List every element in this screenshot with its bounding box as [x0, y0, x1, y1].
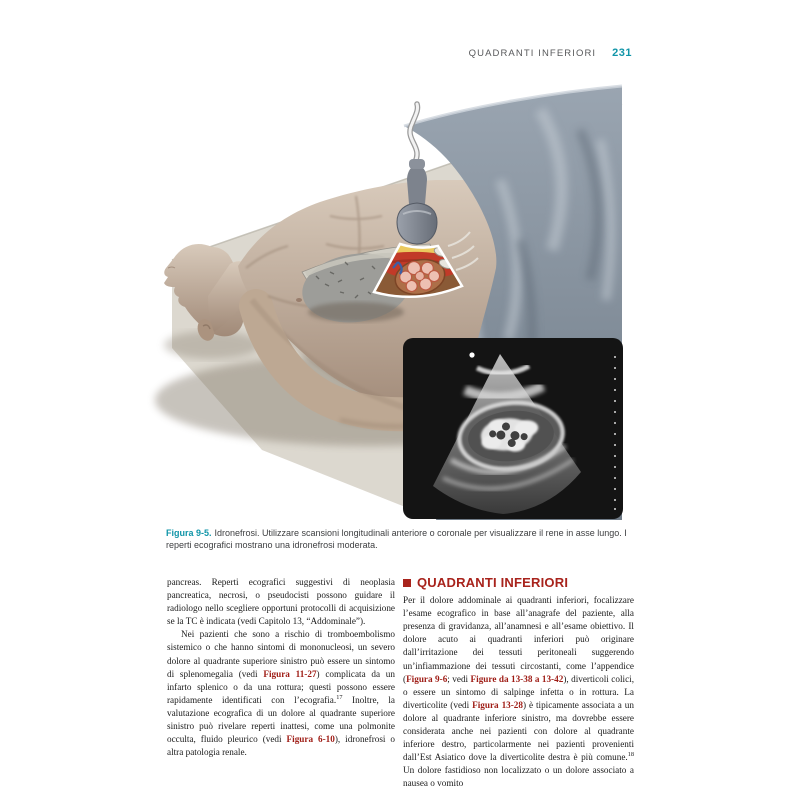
page-number: 231: [612, 47, 632, 59]
paragraph: pancreas. Reperti ecografici suggestivi di neoplasia pancreatica, necrosi, o pseudocisti possono guidare il radiologo nello scegliere opportuni protocolli di acquisizione se la TC è indicata (vedi Capitolo 13, “Addominale”).: [167, 577, 395, 627]
figure-caption-text: Idronefrosi. Utilizzare scansioni longitudinali anteriore o coronale per visualizzare il rene in asse lungo. I reperti ecografici mostrano una idronefrosi moderata.: [166, 528, 627, 550]
section-bullet-icon: [403, 579, 411, 587]
paragraph: Nei pazienti che sono a rischio di tromboembolismo sistemico o che hanno sintomi di mononucleosi, un severo dolore al quadrante superiore sinistro può essere un sintomo di splenomegalia (vedi Figura 11-27) complicata da un infarto splenico o da una rottura; questi possono essere rapidamente identificati con l’ecografia.$^{17}$ Inoltre, la valutazione ecografica di un dolore al quadrante superiore sinistro può rivelare reperti inattesi, come una polmonite occulta, fluido pleurico (vedi Figura 6-10), idronefrosi o altra patologia renale.: [167, 629, 396, 758]
figure-caption: [166, 528, 636, 551]
section-heading-text: QUADRANTI INFERIORI: [417, 575, 569, 590]
right-column: [403, 576, 634, 791]
figure-caption-label: Figura 9-5.: [166, 528, 212, 538]
section-heading: [403, 576, 634, 589]
nipple: [296, 298, 302, 302]
focus-dot: [469, 352, 474, 357]
running-head-title: QUADRANTI INFERIORI: [468, 48, 597, 59]
left-column: [167, 576, 395, 759]
ultrasound-image: [403, 338, 623, 519]
paragraph: Per il dolore addominale ai quadranti inferiori, focalizzare l’esame ecografico in base all’anagrafe del paziente, alla presenza di gravidanza, all’anamnesi e all’esame obiettivo. Il dolore acuto ai quadranti inferiori può originare dall’irritazione dei tessuti peritoneali suggerendo un’infiammazione dei tessuti circostanti, come l’appendice (Figura 9-6; vedi Figure da 13-38 a 13-42), diverticoli colici, o essere un sintomo di salpinge infetta o in rottura. La diverticolite (vedi Figura 13-28) è tipicamente associata a un dolore al quadrante inferiore sinistro, ma dovrebbe essere considerata anche nei pazienti con dolore al quadrante inferiore destro, particolarmente nei pazienti provenienti dall’Est Asiatico dove la diverticolite destra è più comune.$^{18}$ Un dolore fastidioso non localizzato o un dolore associato a nausea o vomito: [403, 595, 635, 789]
